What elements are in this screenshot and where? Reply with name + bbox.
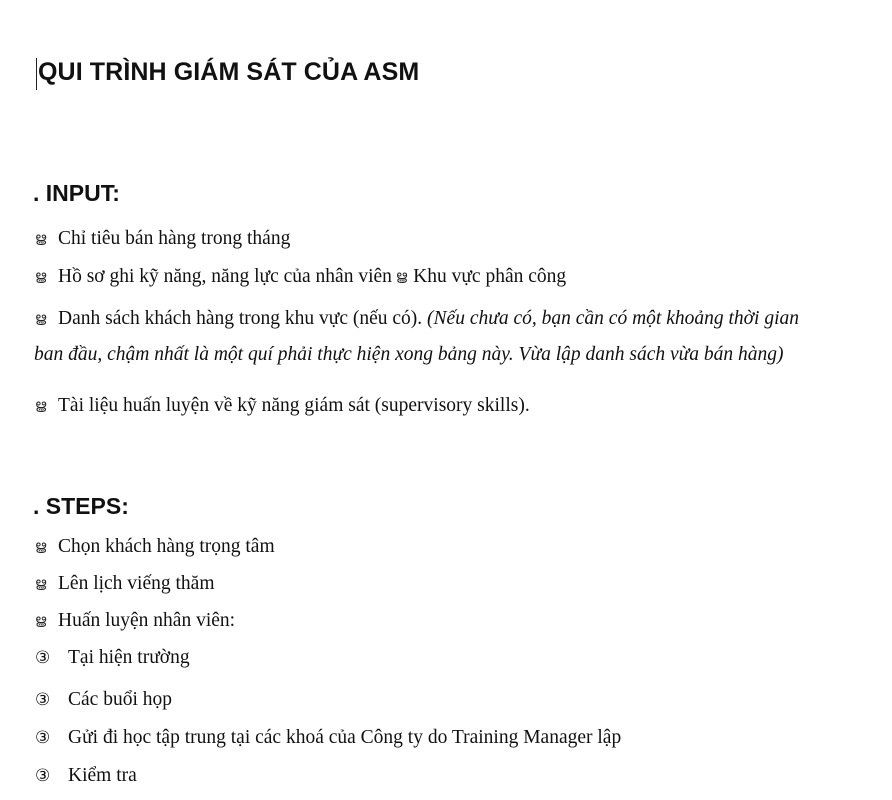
input-item: ൠ Danh sách khách hàng trong khu vực (nếu có). (Nếu chưa có, bạn cần có một khoảng thời gian [35,308,800,329]
note-text: (Nếu chưa có, bạn cần có một khoảng thời gian [427,308,800,329]
input-item: ൠ Chỉ tiêu bán hàng trong tháng [35,228,291,249]
step-sub-item: ③ Gửi đi học tập trung tại các khoá của Công ty do Training Manager lập [35,727,622,748]
bullet-icon: ൠ [35,269,47,284]
document-title: QUI TRÌNH GIÁM SÁT CỦA ASM [38,58,420,86]
circled-three-icon: ③ [35,648,51,668]
text-cursor [36,58,37,90]
bullet-icon: ൠ [395,269,408,284]
step-sub-item: ③ Tại hiện trường [35,647,190,668]
input-item: ൠ Tài liệu huấn luyện về kỹ năng giám sát (supervisory skills). [35,395,530,416]
step-sub-item: ③ Các buổi họp [35,689,172,710]
bullet-icon: ൠ [35,576,47,591]
steps-heading: . STEPS: [33,493,129,519]
step-item: ൠ Huấn luyện nhân viên: [35,610,236,631]
circled-three-icon: ③ [35,728,51,748]
circled-three-icon: ③ [35,766,51,786]
step-item: ൠ Lên lịch viếng thăm [35,573,215,594]
step-sub-item: ③ Kiểm tra [35,765,137,786]
input-heading: . INPUT: [33,180,120,206]
step-item: ൠ Chọn khách hàng trọng tâm [35,536,275,557]
bullet-icon: ൠ [35,613,47,628]
bullet-icon: ൠ [35,539,47,554]
note-continuation: ban đầu, chậm nhất là một quí phải thực hiện xong bảng này. Vừa lập danh sách vừa bán hàng) [34,344,784,365]
bullet-icon: ൠ [35,398,47,413]
bullet-icon: ൠ [35,311,47,326]
circled-three-icon: ③ [35,690,51,710]
bullet-icon: ൠ [35,231,47,246]
input-item: ൠ Hồ sơ ghi kỹ năng, năng lực của nhân viên ൠ Khu vực phân công [35,266,567,287]
